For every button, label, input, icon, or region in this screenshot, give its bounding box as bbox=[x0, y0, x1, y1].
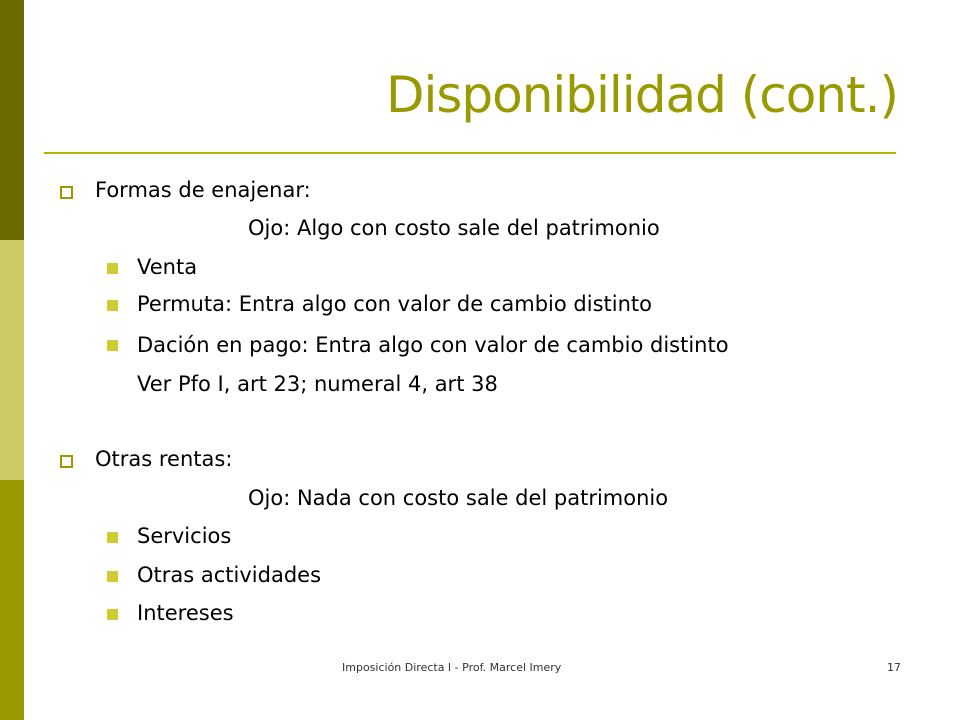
section-note: Ojo: Algo con costo sale del patrimonio bbox=[248, 216, 660, 240]
side-bar-bottom bbox=[0, 480, 24, 720]
list-item: Permuta: Entra algo con valor de cambio distinto bbox=[137, 292, 652, 316]
square-bullet-icon bbox=[107, 571, 118, 582]
side-bar-middle bbox=[0, 240, 24, 480]
square-bullet-icon bbox=[107, 300, 118, 311]
title-underline bbox=[44, 152, 896, 154]
square-bullet-icon bbox=[107, 609, 118, 620]
section-note: Ojo: Nada con costo sale del patrimonio bbox=[248, 486, 669, 510]
list-item: Otras actividades bbox=[137, 563, 322, 587]
square-bullet-icon bbox=[60, 455, 73, 468]
list-item-continuation: Ver Pfo I, art 23; numeral 4, art 38 bbox=[137, 372, 498, 396]
list-item: Dación en pago: Entra algo con valor de cambio distinto bbox=[137, 333, 729, 357]
list-item: Intereses bbox=[137, 601, 234, 625]
list-item: Servicios bbox=[137, 524, 232, 548]
square-bullet-icon bbox=[60, 186, 73, 199]
slide-title: Disponibilidad (cont.) bbox=[385, 66, 898, 124]
slide-footer: Imposición Directa I - Prof. Marcel Imery bbox=[342, 661, 562, 674]
page-number: 17 bbox=[887, 661, 901, 674]
square-bullet-icon bbox=[107, 263, 118, 274]
section-heading: Otras rentas: bbox=[95, 447, 233, 471]
section-heading: Formas de enajenar: bbox=[95, 178, 311, 202]
list-item: Venta bbox=[137, 255, 198, 279]
side-bar-top bbox=[0, 0, 24, 240]
square-bullet-icon bbox=[107, 532, 118, 543]
square-bullet-icon bbox=[107, 340, 118, 351]
